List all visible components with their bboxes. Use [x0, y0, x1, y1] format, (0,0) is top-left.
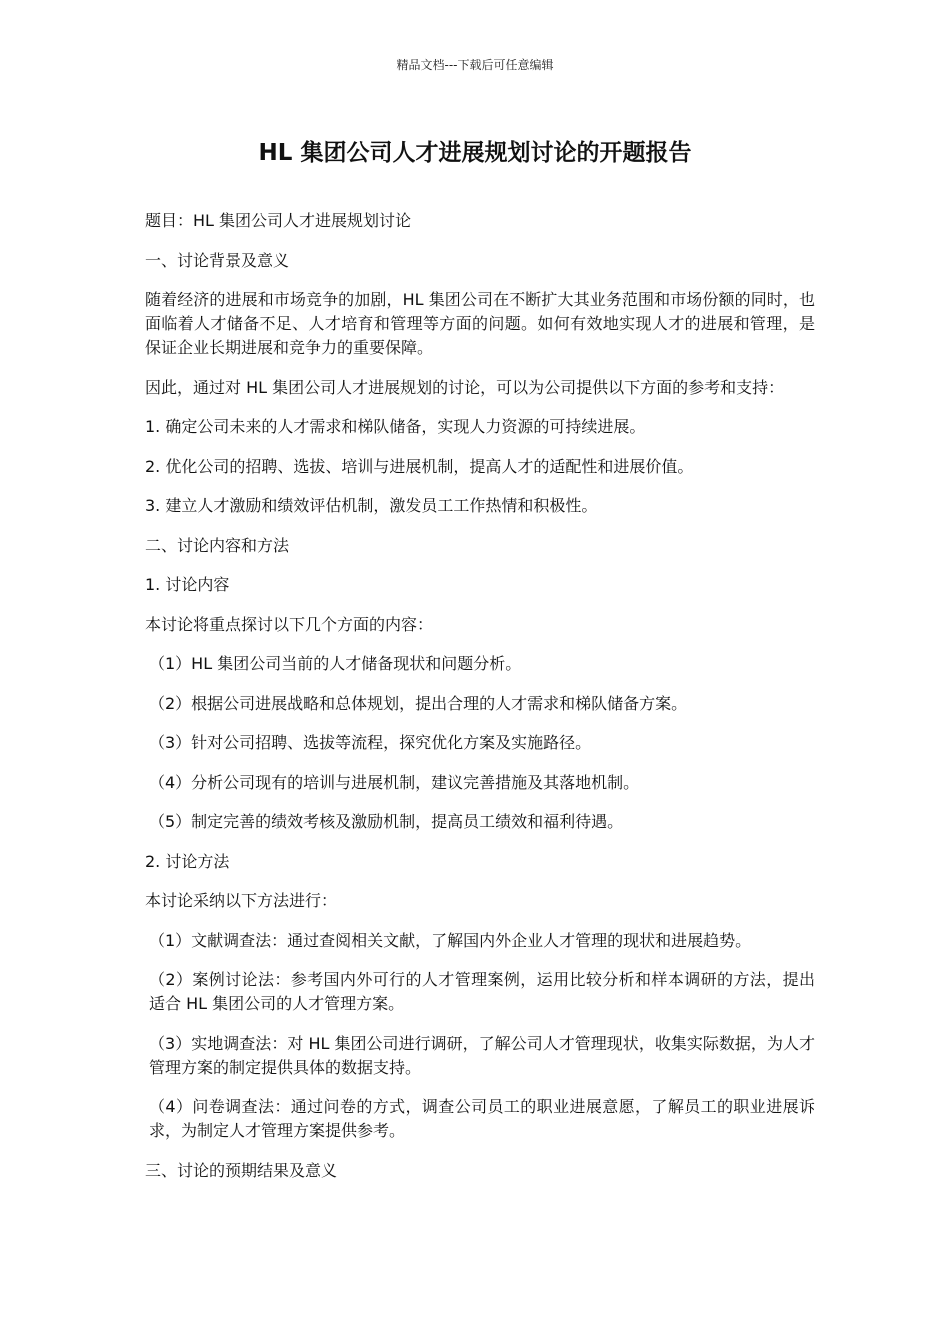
paragraph: 2. 讨论方法 — [145, 851, 230, 871]
paragraph: （3）针对公司招聘、选拔等流程，探究优化方案及实施路径。 — [149, 733, 592, 752]
paragraph: （1）HL 集团公司当前的人才储备现状和问题分析。 — [149, 654, 522, 673]
paragraph: （4）问卷调查法：通过问卷的方式，调查公司员工的职业进展意愿，了解员工的职业进展诉求，为制定人才管理方案提供参考。 — [149, 1097, 815, 1140]
paragraph: （3）实地调查法：对 HL 集团公司进行调研，了解公司人才管理现状，收集实际数据，为人才管理方案的制定提供具体的数据支持。 — [149, 1033, 815, 1077]
paragraph: 三、讨论的预期结果及意义 — [145, 1160, 338, 1180]
page-header: 精品文档---下载后可任意编辑 — [396, 58, 554, 72]
paragraph: 本讨论采纳以下方法进行： — [145, 891, 338, 910]
paragraph: 二、讨论内容和方法 — [145, 535, 290, 555]
paragraph: 随着经济的进展和市场竞争的加剧，HL 集团公司在不断扩大其业务范围和市场份额的同时，也面临着人才储备不足、人才培育和管理等方面的问题。如何有效地实现人才的进展和管理，是保证企业长期进展和竞争力的重要保障。 — [145, 290, 815, 357]
paragraph: 因此，通过对 HL 集团公司人才进展规划的讨论，可以为公司提供以下方面的参考和支持： — [145, 377, 785, 397]
paragraph: 2. 优化公司的招聘、选拔、培训与进展机制，提高人才的适配性和进展价值。 — [145, 456, 694, 476]
paragraph: 1. 讨论内容 — [145, 575, 230, 594]
paragraph: （4）分析公司现有的培训与进展机制，建议完善措施及其落地机制。 — [149, 772, 640, 792]
paragraph: 3. 建立人才激励和绩效评估机制，激发员工工作热情和积极性。 — [145, 496, 598, 515]
paragraph: （5）制定完善的绩效考核及激励机制，提高员工绩效和福利待遇。 — [149, 812, 624, 831]
paragraph: （2）根据公司进展战略和总体规划，提出合理的人才需求和梯队储备方案。 — [149, 693, 688, 713]
paragraph: 一、讨论背景及意义 — [145, 250, 290, 270]
paragraph: 1. 确定公司未来的人才需求和梯队储备，实现人力资源的可持续进展。 — [145, 417, 646, 436]
paragraph: 本讨论将重点探讨以下几个方面的内容： — [145, 614, 434, 634]
paragraph: （2）案例讨论法：参考国内外可行的人才管理案例，运用比较分析和样本调研的方法，提出适合 HL 集团公司的人才管理方案。 — [149, 970, 815, 1013]
paragraph: （1）文献调查法：通过查阅相关文献，了解国内外企业人才管理的现状和进展趋势。 — [149, 930, 752, 950]
document-body — [145, 209, 815, 1198]
document-title: HL 集团公司人才进展规划讨论的开题报告 — [258, 140, 692, 166]
paragraph: 题目：HL 集团公司人才进展规划讨论 — [145, 211, 412, 230]
